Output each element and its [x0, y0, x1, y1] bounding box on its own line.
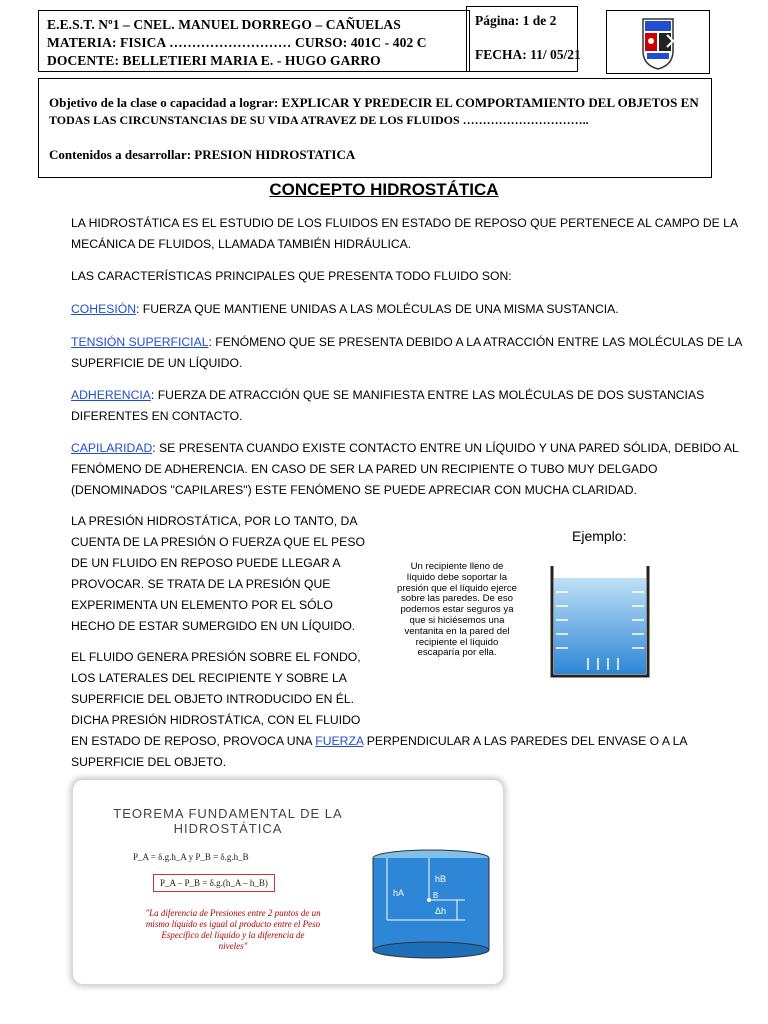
- example-text: Un recipiente lleno de líquido debe soportar la presión que el líquido ejerce sobre las paredes. De eso podemos estar seguros ya que si hiciésemos una ventanita en la pared del recipiente el líquido escaparía por ella.: [396, 561, 517, 659]
- theorem-quote: "La diferencia de Presiones entre 2 puntos de un mismo líquido es igual al producto entre el Peso Específico del líquido y la diferencia de niveles": [145, 908, 321, 951]
- tension-line-2: SUPERFICIE DE UN LÍQUIDO.: [71, 356, 243, 370]
- page-title: CONCEPTO HIDROSTÁTICA: [269, 180, 499, 199]
- label-b: B: [433, 891, 439, 900]
- logo-box: [606, 10, 710, 74]
- container-pressure-figure: [548, 560, 658, 680]
- objective-box: [38, 78, 712, 178]
- genera-line-3: SUPERFICIE DEL OBJETO INTRODUCIDO EN ÉL.: [71, 692, 355, 706]
- page-date-box: [466, 6, 581, 72]
- tank-figure: [369, 844, 495, 970]
- presion-line-6: HECHO DE ESTAR SUMERGIDO EN UN LÍQUIDO.: [71, 619, 356, 633]
- cohesion-item: COHESIÓN: FUERZA QUE MANTIENE UNIDAS A LAS MOLÉCULAS DE UNA MISMA SUSTANCIA.: [71, 302, 619, 316]
- presion-line-3: DE UN FLUIDO EN REPOSO PUEDE LLEGAR A: [71, 556, 341, 570]
- presion-line-5: EXPERIMENTA UN ELEMENTO POR EL SÓLO: [71, 598, 333, 612]
- capilaridad-item: CAPILARIDAD: SE PRESENTA CUANDO EXISTE CONTACTO ENTRE UN LÍQUIDO Y UNA PARED SÓLIDA, DEBIDO AL: [71, 441, 739, 455]
- fuerza-link[interactable]: FUERZA: [315, 734, 364, 748]
- adherencia-link[interactable]: ADHERENCIA: [71, 388, 151, 402]
- capilaridad-link[interactable]: CAPILARIDAD: [71, 441, 153, 455]
- presion-line-4: PROVOCAR. SE TRATA DE LA PRESIÓN QUE: [71, 577, 331, 591]
- header-info-box: [38, 10, 470, 72]
- adherencia-item: ADHERENCIA: FUERZA DE ATRACCIÓN QUE SE MANIFIESTA ENTRE LAS MOLÉCULAS DE DOS SUSTANCIAS: [71, 388, 705, 402]
- teachers: DOCENTE: BELLETIERI MARIA E. - HUGO GARRO: [47, 53, 381, 68]
- label-ha: hA: [393, 888, 405, 898]
- theorem-title-1: TEOREMA FUNDAMENTAL DE LA: [113, 806, 343, 821]
- genera-line-5: EN ESTADO DE REPOSO, PROVOCA UNA FUERZA PERPENDICULAR A LAS PAREDES DEL ENVASE O A LA: [71, 734, 688, 748]
- theorem-title-2: HIDROSTÁTICA: [173, 821, 283, 836]
- presion-line-2: CUENTA DE LA PRESIÓN O FUERZA QUE EL PESO: [71, 535, 365, 549]
- date: FECHA: 11/ 05/21: [475, 47, 581, 62]
- example-title: Ejemplo:: [572, 528, 627, 544]
- objective-line-2: TODAS LAS CIRCUNSTANCIAS DE SU VIDA ATRAVEZ DE LOS FLUIDOS …………………………..: [49, 113, 589, 127]
- contents-line: Contenidos a desarrollar: PRESION HIDROSTATICA: [49, 147, 356, 162]
- genera-line-2: LOS LATERALES DEL RECIPIENTE Y SOBRE LA: [71, 671, 347, 685]
- genera-line-1: EL FLUIDO GENERA PRESIÓN SOBRE EL FONDO,: [71, 650, 361, 664]
- presion-line-1: LA PRESIÓN HIDROSTÁTICA, POR LO TANTO, DA: [71, 514, 358, 528]
- theorem-figure: [73, 780, 503, 984]
- tension-item: TENSIÓN SUPERFICIAL: FENÓMENO QUE SE PRESENTA DEBIDO A LA ATRACCIÓN ENTRE LAS MOLÉCULAS DE LA: [71, 335, 743, 349]
- label-dh: Δh: [435, 906, 447, 916]
- label-hb: hB: [435, 874, 447, 884]
- intro-line-2: MECÁNICA DE FLUIDOS, LLAMADA TAMBIÉN HIDRÁULICA.: [71, 237, 412, 251]
- formula-1: P_A = δ.g.h_A y P_B = δ.g.h_B: [133, 852, 249, 862]
- genera-line-6: SUPERFICIE DEL OBJETO.: [71, 755, 227, 769]
- cohesion-link[interactable]: COHESIÓN: [71, 302, 137, 316]
- tension-link[interactable]: TENSIÓN SUPERFICIAL: [71, 335, 209, 349]
- page-number: Página: 1 de 2: [475, 13, 557, 28]
- characteristics-heading: LAS CARACTERÍSTICAS PRINCIPALES QUE PRESENTA TODO FLUIDO SON:: [71, 269, 512, 283]
- genera-line-4: DICHA PRESIÓN HIDROSTÁTICA, CON EL FLUIDO: [71, 713, 361, 727]
- adherencia-line-2: DIFERENTES EN CONTACTO.: [71, 409, 243, 423]
- formula-2: P_A – P_B = δ.g.(h_A – h_B): [153, 874, 275, 892]
- school-logo: [607, 11, 709, 73]
- capilaridad-line-3: (DENOMINADOS "CAPILARES") ESTE FENÓMENO SE PUEDE APRECIAR CON MUCHA CLARIDAD.: [71, 483, 637, 497]
- subject-course: MATERIA: FISICA ……………………… CURSO: 401C - 402 C: [47, 35, 427, 50]
- objective-line-1: Objetivo de la clase o capacidad a lograr: EXPLICAR Y PREDECIR EL COMPORTAMIENTO DEL OBJETOS EN: [49, 95, 699, 110]
- school-name: E.E.S.T. Nº1 – CNEL. MANUEL DORREGO – CAÑUELAS: [47, 17, 401, 32]
- intro-line-1: LA HIDROSTÁTICA ES EL ESTUDIO DE LOS FLUIDOS EN ESTADO DE REPOSO QUE PERTENECE AL CAMPO DE LA: [71, 216, 739, 230]
- capilaridad-line-2: FENÓMENO DE ADHERENCIA. EN CASO DE SER LA PARED UN RECIPIENTE O TUBO MUY DELGADO: [71, 462, 658, 476]
